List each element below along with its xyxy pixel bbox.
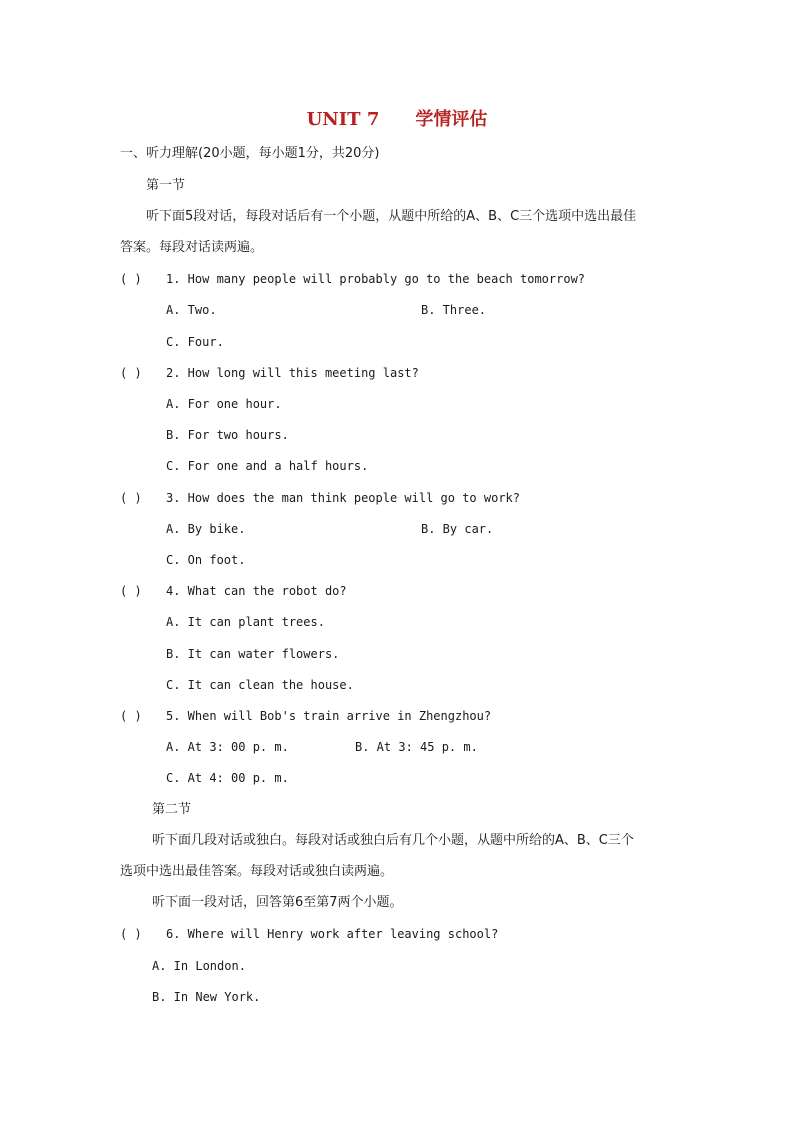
section-heading: 一、听力理解(20小题，每小题1分，共20分) bbox=[120, 146, 380, 161]
part1-label: 第一节 bbox=[146, 178, 186, 193]
option-c: C. For one and a half hours. bbox=[166, 459, 369, 473]
option-a: A. By bike. bbox=[166, 522, 246, 536]
option-a: A. For one hour. bbox=[166, 397, 282, 411]
part2-sub-instruction: 听下面一段对话，回答第6至第7两个小题。 bbox=[152, 895, 403, 910]
part2-label: 第二节 bbox=[152, 802, 192, 817]
page-title bbox=[0, 105, 794, 131]
option-b: B. It can water flowers. bbox=[166, 647, 340, 661]
part2-instruction-line2: 选项中选出最佳答案。每段对话或独白读两遍。 bbox=[120, 864, 394, 879]
option-c: C. Four. bbox=[166, 335, 224, 349]
option-a: A. Two. bbox=[166, 303, 217, 317]
question-4 bbox=[120, 582, 347, 600]
title-unit: UNIT 7 bbox=[306, 109, 380, 130]
question-stem: 4. What can the robot do? bbox=[166, 584, 347, 598]
question-stem: 6. Where will Henry work after leaving school? bbox=[166, 927, 499, 941]
question-6 bbox=[120, 925, 498, 943]
option-a: A. At 3: 00 p. m. bbox=[166, 740, 289, 754]
question-stem: 3. How does the man think people will go to work? bbox=[166, 491, 521, 505]
option-c: C. On foot. bbox=[166, 553, 246, 567]
question-stem: 1. How many people will probably go to the beach tomorrow? bbox=[166, 272, 586, 286]
part1-instruction-line1: 听下面5段对话，每段对话后有一个小题，从题中所给的A、B、C三个选项中选出最佳 bbox=[146, 209, 637, 224]
answer-blank[interactable]: ( ) bbox=[120, 491, 142, 505]
option-b: B. Three. bbox=[421, 303, 487, 317]
part2-instruction-line1: 听下面几段对话或独白。每段对话或独白后有几个小题，从题中所给的A、B、C三个 bbox=[152, 833, 634, 848]
answer-blank[interactable]: ( ) bbox=[120, 709, 142, 723]
question-5 bbox=[120, 707, 491, 725]
option-c: C. At 4: 00 p. m. bbox=[166, 771, 289, 785]
answer-blank[interactable]: ( ) bbox=[120, 272, 142, 286]
option-b: B. In New York. bbox=[152, 990, 261, 1004]
question-2 bbox=[120, 364, 419, 382]
option-b: B. By car. bbox=[421, 522, 494, 536]
option-a: A. In London. bbox=[152, 959, 246, 973]
question-stem: 5. When will Bob's train arrive in Zhengzhou? bbox=[166, 709, 492, 723]
answer-blank[interactable]: ( ) bbox=[120, 366, 142, 380]
option-a: A. It can plant trees. bbox=[166, 615, 325, 629]
answer-blank[interactable]: ( ) bbox=[120, 584, 142, 598]
option-b: B. At 3: 45 p. m. bbox=[355, 740, 478, 754]
answer-blank[interactable]: ( ) bbox=[120, 927, 142, 941]
option-b: B. For two hours. bbox=[166, 428, 289, 442]
question-stem: 2. How long will this meeting last? bbox=[166, 366, 419, 380]
question-3 bbox=[120, 489, 520, 507]
option-c: C. It can clean the house. bbox=[166, 678, 354, 692]
part1-instruction-line2: 答案。每段对话读两遍。 bbox=[120, 240, 264, 255]
title-subject: 学情评估 bbox=[415, 109, 488, 130]
question-1 bbox=[120, 270, 585, 288]
